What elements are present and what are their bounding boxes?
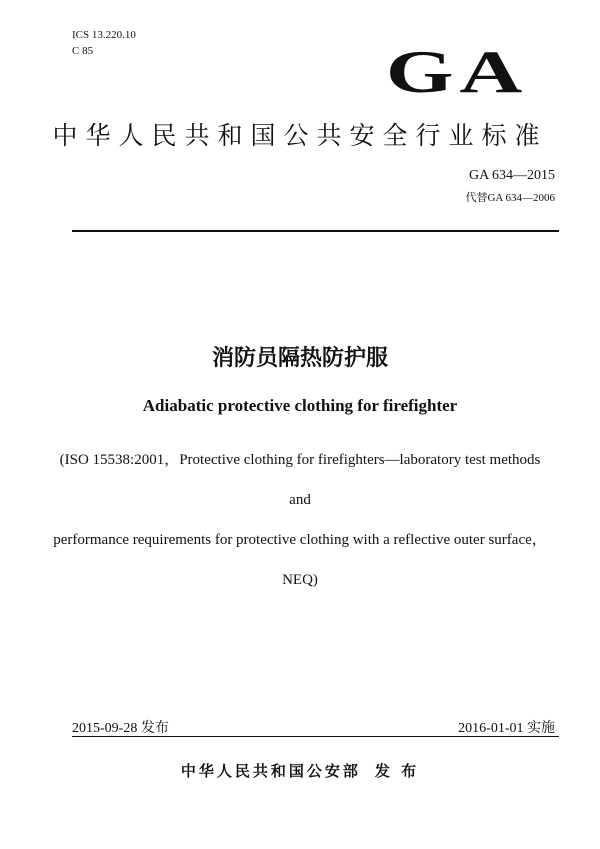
publish-label: 发 布 — [374, 762, 420, 780]
ics-code: ICS 13.220.10 — [72, 29, 136, 41]
document-title-chinese: 消防员隔热防护服 — [211, 346, 388, 371]
ccs-code: C 85 — [72, 45, 94, 57]
implementation-date: 2016-01-01 实施 — [458, 721, 555, 736]
publisher-line — [0, 760, 600, 781]
iso-reference-line-2: performance requirements for protective clothing with a reflective outer surface，NEQ) — [53, 532, 547, 588]
standard-type-title: 中华人民共和国公共安全行业标准 — [52, 121, 548, 150]
classification-block — [72, 27, 136, 59]
iso-reference-line-1: (ISO 15538:2001，Protective clothing for firefighters—laboratory test methods and — [59, 452, 541, 508]
iso-reference — [52, 440, 548, 600]
header-divider — [72, 230, 559, 232]
document-title-english: Adiabatic protective clothing for firefighter — [142, 396, 458, 415]
replaces-note: 代替GA 634—2006 — [465, 192, 555, 204]
standard-code: GA 634—2015 — [469, 168, 555, 183]
ga-logo: GA — [385, 39, 528, 105]
publisher-name: 中华人民共和国公安部 — [180, 762, 361, 780]
footer-divider — [72, 736, 559, 737]
issue-date: 2015-09-28 发布 — [72, 721, 169, 736]
